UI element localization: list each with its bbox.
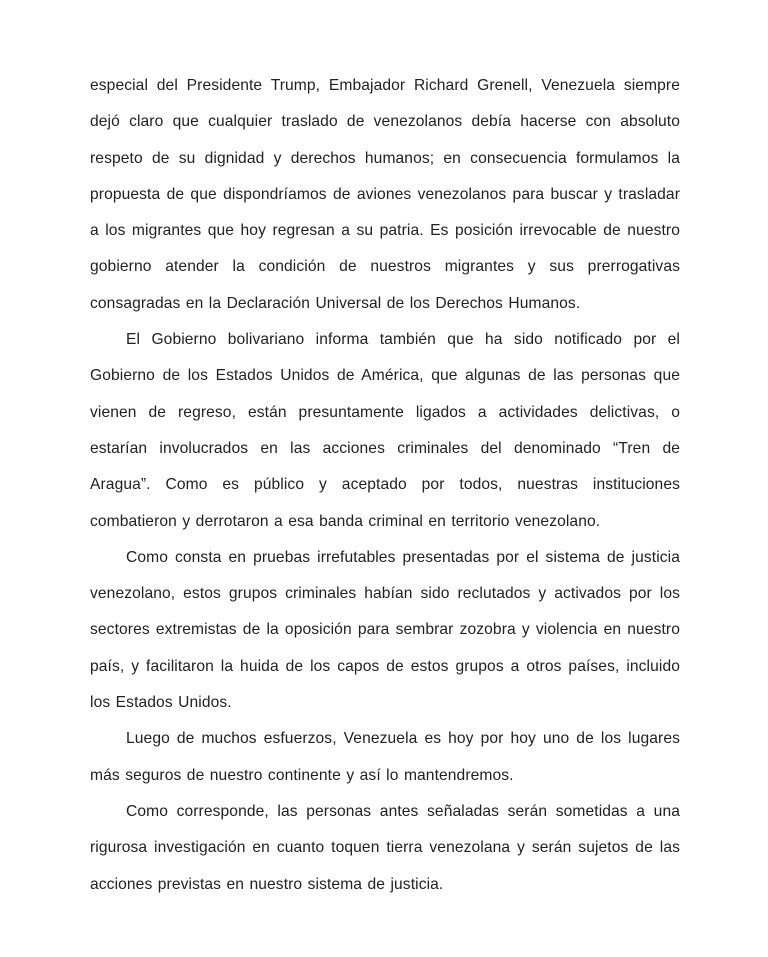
body-paragraph-2: El Gobierno bolivariano informa también que ha sido notificado por el Gobierno de los Estados Unidos de América, que algunas de las personas que vienen de regreso, están presuntamente ligados a actividades delictivas, o estarían involucrados en las acciones criminales del denominado “Tren de Aragua”. Como es público y aceptado por todos, nuestras instituciones combatieron y derrotaron a esa banda criminal en territorio venezolano. [90,331,680,530]
body-paragraph-continuation: especial del Presidente Trump, Embajador Richard Grenell, Venezuela siempre dejó claro que cualquier traslado de venezolanos debía hacerse con absoluto respeto de su dignidad y derechos humanos; en consecuencia formulamos la propuesta de que dispondríamos de aviones venezolanos para buscar y trasladar a los migrantes que hoy regresan a su patria. Es posición irrevocable de nuestro gobierno atender la condición de nuestros migrantes y sus prerrogativas consagradas en la Declaración Universal de los Derechos Humanos. [90,77,680,312]
body-paragraph-3: Como consta en pruebas irrefutables presentadas por el sistema de justicia venezolano, estos grupos criminales habían sido reclutados y activados por los sectores extremistas de la oposición para sembrar zozobra y violencia en nuestro país, y facilitaron la huida de los capos de estos grupos a otros países, incluido los Estados Unidos. [90,548,680,712]
body-paragraph-5: Como corresponde, las personas antes señaladas serán sometidas a una rigurosa investigación en cuanto toquen tierra venezolana y serán sujetos de las acciones previstas en nuestro sistema de justicia. [90,802,680,893]
document-page [90,68,680,903]
body-paragraph-4: Luego de muchos esfuerzos, Venezuela es hoy por hoy uno de los lugares más seguros de nuestro continente y así lo mantendremos. [90,730,680,784]
